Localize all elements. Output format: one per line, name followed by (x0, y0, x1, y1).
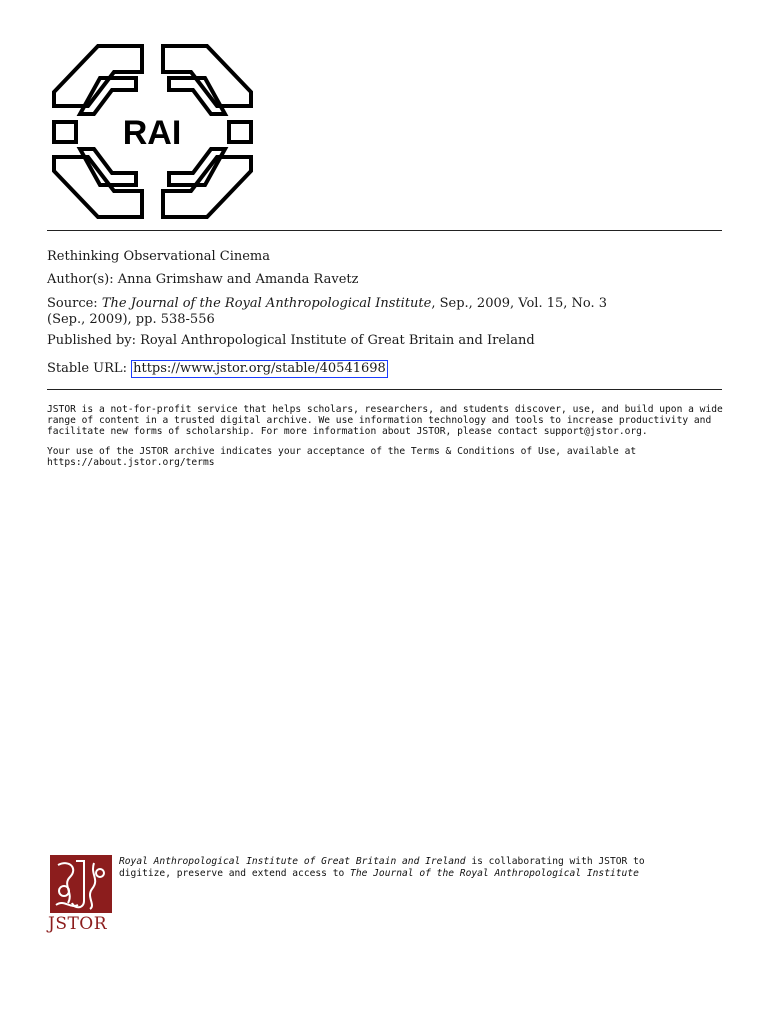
stable-url-line (47, 360, 727, 378)
stable-url-link[interactable]: https://www.jstor.org/stable/40541698 (133, 361, 386, 376)
jstor-wordmark: JSTOR (48, 914, 108, 934)
publisher-value: Royal Anthropological Institute of Great Britain and Ireland (140, 333, 535, 348)
stable-url-label: Stable URL: (47, 361, 127, 376)
jstor-notice-line-1: JSTOR is a not-for-profit service that helps scholars, researchers, and students discover, use, and build upon a wide (47, 404, 723, 415)
jstor-notice (47, 404, 727, 437)
top-divider (47, 230, 722, 231)
authors-line (47, 272, 727, 288)
authors-value: Anna Grimshaw and Amanda Ravetz (117, 272, 359, 287)
terms-url[interactable]: https://about.jstor.org/terms (47, 457, 215, 468)
collab-journal: The Journal of the Royal Anthropological Institute (350, 868, 639, 879)
publisher-label: Published by: (47, 333, 136, 348)
collaboration-notice (119, 856, 719, 880)
rai-logo-text: RAI (122, 114, 182, 152)
terms-notice-line-1: Your use of the JSTOR archive indicates your acceptance of the Terms & Conditions of Use, available at (47, 446, 637, 457)
source-details-cont: (Sep., 2009), pp. 538-556 (47, 312, 215, 327)
collab-text: is collaborating with JSTOR to (465, 856, 645, 867)
collab-organization: Royal Anthropological Institute of Great Britain and Ireland (119, 856, 466, 867)
jstor-notice-line-3: facilitate new forms of scholarship. For more information about JSTOR, please contact support@jstor.org. (47, 426, 648, 437)
terms-notice (47, 446, 727, 468)
source-label: Source: (47, 296, 98, 311)
source-line (47, 296, 727, 328)
publisher-line (47, 333, 727, 349)
jstor-logo-graphic (50, 855, 112, 913)
collab-text-cont: digitize, preserve and extend access to (119, 868, 351, 879)
bottom-divider (47, 389, 722, 390)
rai-logo (50, 44, 255, 219)
rai-logo-graphic (50, 44, 255, 219)
source-details: , Sep., 2009, Vol. 15, No. 3 (431, 296, 608, 311)
jstor-notice-line-2: range of content in a trusted digital archive. We use information technology and tools to increase productivity and (47, 415, 712, 426)
source-journal: The Journal of the Royal Anthropological Institute (101, 296, 432, 311)
authors-label: Author(s): (47, 272, 114, 287)
article-title: Rethinking Observational Cinema (47, 249, 270, 264)
